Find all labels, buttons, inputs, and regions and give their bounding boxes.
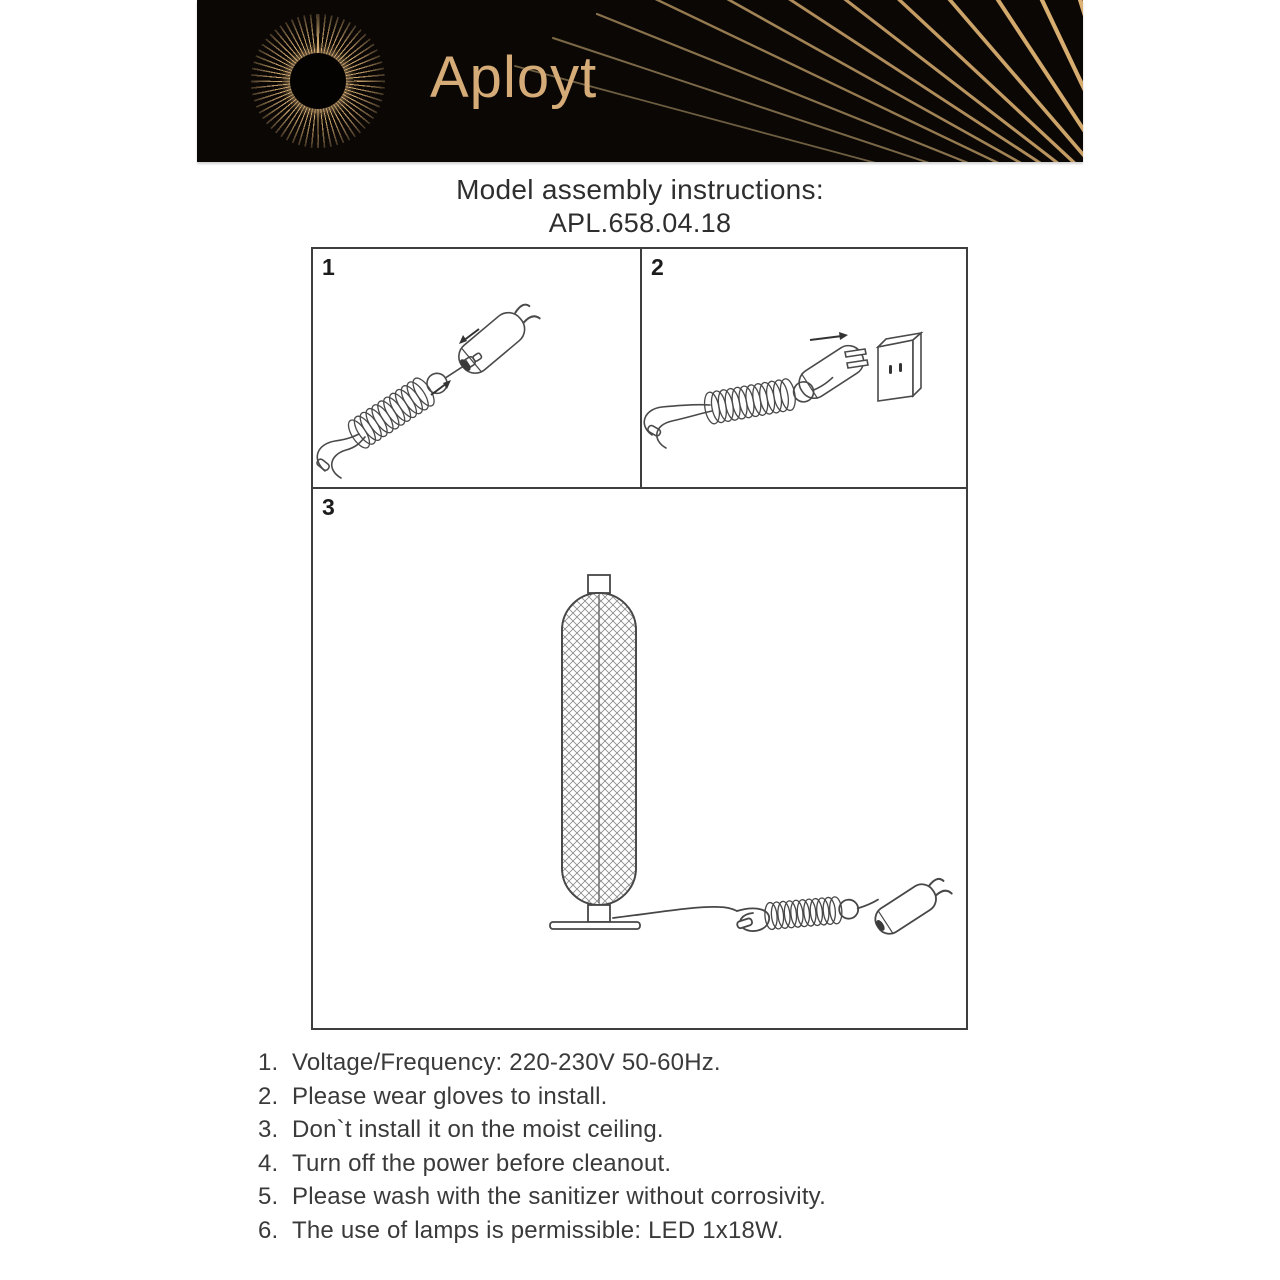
- page-title: Model assembly instructions:: [456, 174, 824, 205]
- instruction-list: [258, 1046, 1018, 1247]
- instruction-item: [258, 1080, 1018, 1114]
- instruction-text: Please wear gloves to install.: [292, 1082, 608, 1110]
- instruction-text: Please wash with the sanitizer without corrosivity.: [292, 1183, 826, 1210]
- instruction-text: The use of lamps is permissible: LED 1x18W.: [292, 1216, 784, 1244]
- instruction-item: [258, 1180, 1018, 1214]
- step-1-number: 1: [322, 254, 335, 280]
- sunburst-logo-center: [290, 53, 346, 109]
- step-3-number: 3: [322, 494, 335, 520]
- model-code: APL.658.04.18: [548, 208, 732, 238]
- instruction-item: [258, 1147, 1018, 1181]
- instruction-text: Don`t install it on the moist ceiling.: [292, 1116, 664, 1143]
- step-1-panel: [313, 249, 642, 487]
- step-3-panel: [313, 487, 966, 1028]
- instruction-number: 2.: [258, 1082, 279, 1110]
- instruction-number: 4.: [258, 1149, 279, 1177]
- instruction-item: [258, 1113, 1018, 1147]
- instruction-text: Turn off the power before cleanout.: [292, 1149, 672, 1177]
- plug-direction-arrow: [810, 332, 848, 340]
- instruction-item: [258, 1046, 1018, 1080]
- step-2-panel: [642, 249, 966, 487]
- instruction-number: 3.: [258, 1116, 279, 1143]
- assembled-table-lamp-illustration: [313, 489, 966, 1026]
- instruction-number: 6.: [258, 1216, 279, 1244]
- instruction-number: 1.: [258, 1049, 279, 1076]
- instruction-item: [258, 1214, 1018, 1248]
- instruction-text: Voltage/Frequency: 220-230V 50-60Hz.: [292, 1049, 721, 1076]
- adapter-plugs-into-wall-outlet-illustration: [642, 249, 966, 485]
- step-2-number: 2: [651, 254, 664, 280]
- instruction-number: 5.: [258, 1183, 279, 1210]
- assembly-steps-grid: [311, 247, 968, 1030]
- brand-name: Aployt: [430, 45, 598, 110]
- power-cord-connects-to-adapter-illustration: [313, 249, 640, 485]
- brand-banner: [197, 0, 1083, 162]
